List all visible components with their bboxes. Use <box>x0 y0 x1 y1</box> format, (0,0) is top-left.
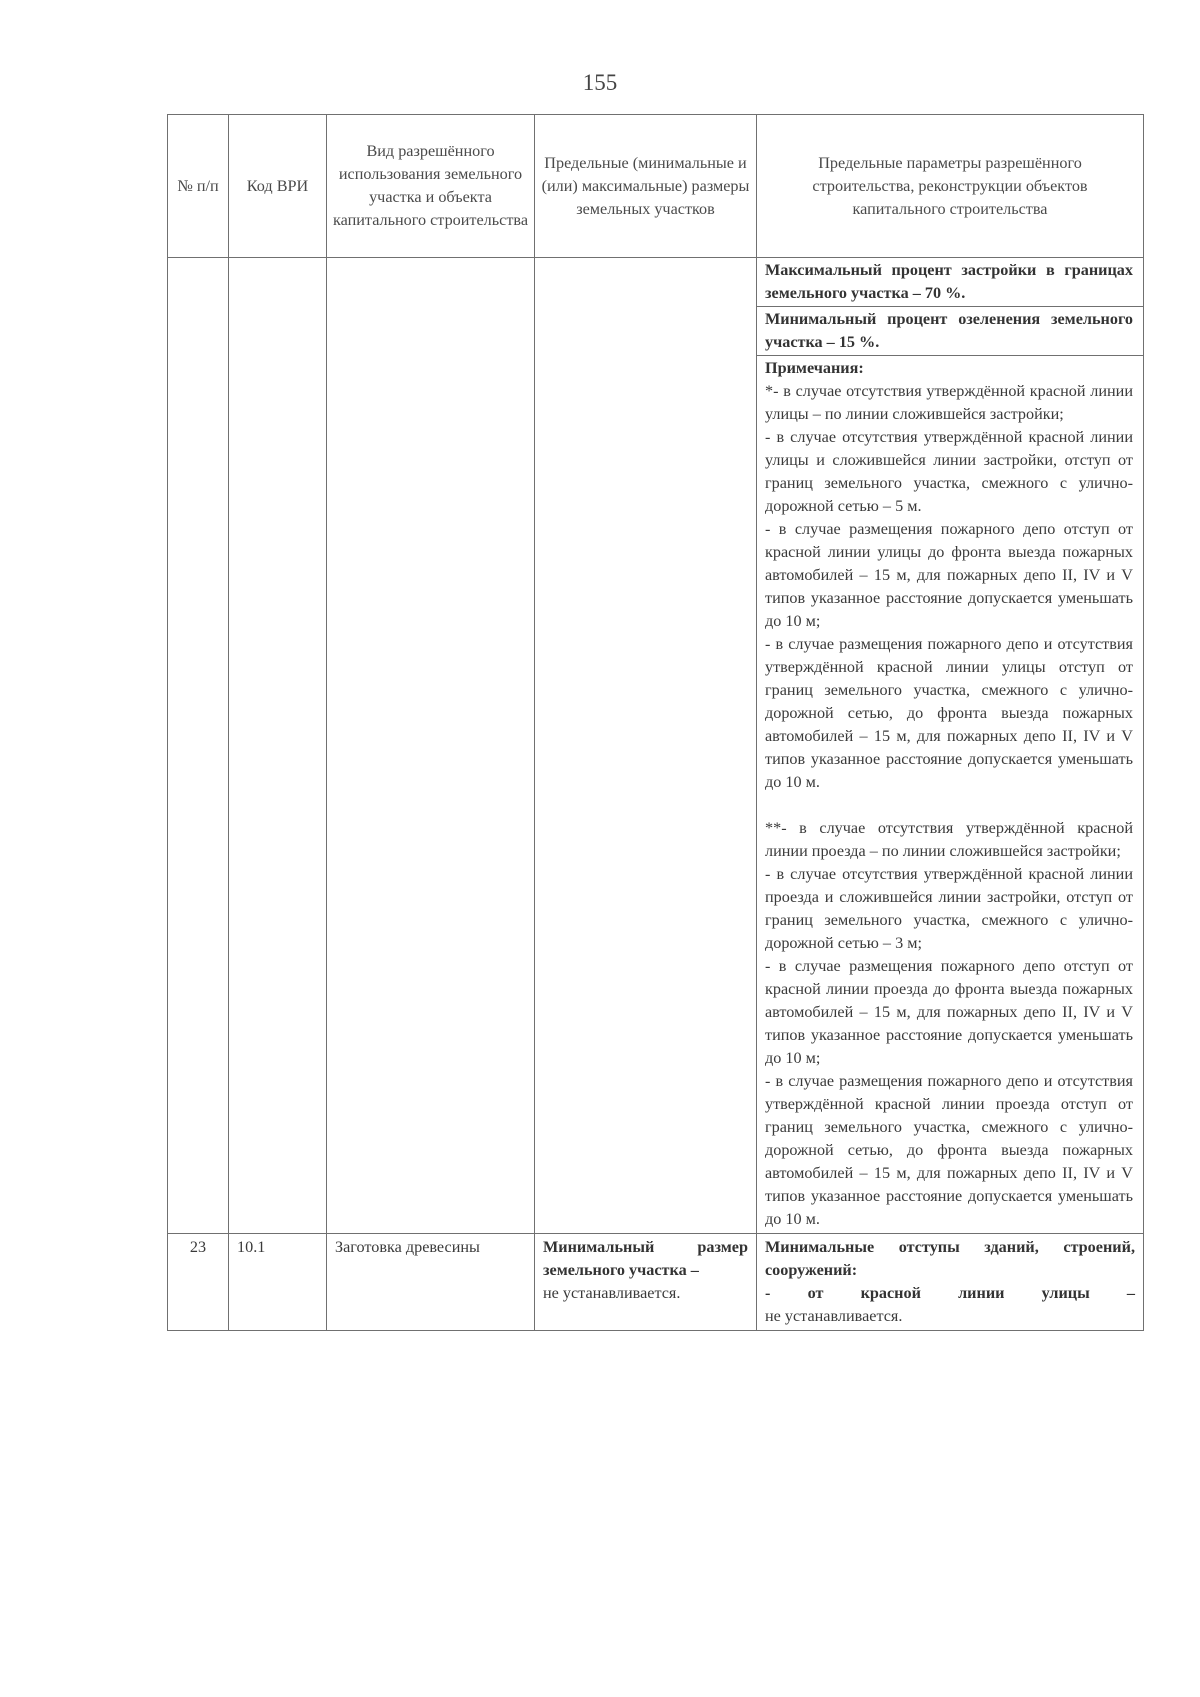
table-row <box>168 1234 1144 1331</box>
table-header-row <box>168 115 1144 258</box>
note-driveway-4: - в случае размещения пожарного депо и отсутствия утверждённой красной линии проезда отступ от границ земельного участка, смежного с улично-дорожной сетью, до фронта выезда пожарных автомобилей – 15 м, для пожарных депо II, IV и V типов указанное расстояние допускается уменьшать до 10 м. <box>765 1072 1133 1228</box>
page-number: 155 <box>582 70 618 95</box>
min-greening-text: Минимальный процент озеленения земельного участка – 15 %. <box>765 310 1133 351</box>
row-use: Заготовка древесины <box>335 1238 480 1256</box>
note-driveway-1: **- в случае отсутствия утверждённой красной линии проезда – по линии сложившейся застройки; <box>765 819 1133 860</box>
row-number-cell <box>168 1234 229 1331</box>
continuation-number-cell <box>168 258 229 1234</box>
notes-block <box>757 356 1143 1233</box>
note-driveway-2: - в случае отсутствия утверждённой красной линии проезда и сложившейся линии застройки, отступ от границ земельного участка, смежного с улично-дорожной сетью – 3 м; <box>765 865 1133 952</box>
continuation-use-cell <box>327 258 535 1234</box>
row-params-line: - от красной линии улицы – <box>765 1284 1135 1302</box>
continuation-code-cell <box>229 258 327 1234</box>
table-row <box>168 258 1144 307</box>
row-use-cell <box>327 1234 535 1331</box>
row-code: 10.1 <box>237 1238 266 1256</box>
row-size-value: не устанавливается. <box>543 1284 681 1302</box>
continuation-size-cell <box>535 258 757 1234</box>
row-params-label: Минимальные отступы зданий, строений, сооружений: <box>765 1238 1135 1279</box>
note-street-1: *- в случае отсутствия утверждённой красной линии улицы – по линии сложившейся застройки; <box>765 382 1133 423</box>
note-street-4: - в случае размещения пожарного депо и отсутствия утверждённой красной линии улицы отступ от границ земельного участка, смежного с улично-дорожной сетью, до фронта выезда пожарных автомобилей – 15 м, для пожарных депо II, IV и V типов указанное расстояние допускается уменьшать до 10 м. <box>765 635 1133 791</box>
row-code-cell <box>229 1234 327 1331</box>
note-driveway-3: - в случае размещения пожарного депо отступ от красной линии проезда до фронта выезда пожарных автомобилей – 15 м, для пожарных депо II, IV и V типов указанное расстояние допускается уменьшать до 10 м; <box>765 957 1133 1067</box>
min-greening-cell <box>757 307 1144 356</box>
notes-cell <box>757 356 1144 1234</box>
header-build-params: Предельные параметры разрешённого строительства, реконструкции объектов капитального строительства <box>757 115 1144 258</box>
header-code: Код ВРИ <box>229 115 327 258</box>
row-params-cell <box>757 1234 1144 1331</box>
row-size-label: Минимальный размер земельного участка – <box>543 1238 748 1279</box>
row-size-cell <box>535 1234 757 1331</box>
note-street-2: - в случае отсутствия утверждённой красной линии улицы и сложившейся линии застройки, отступ от границ земельного участка, смежного с улично-дорожной сетью – 5 м. <box>765 428 1133 515</box>
land-use-table <box>167 114 1144 1331</box>
max-coverage-text: Максимальный процент застройки в границах земельного участка – 70 %. <box>765 261 1133 302</box>
max-coverage-cell <box>757 258 1144 307</box>
header-use-type: Вид разрешённого использования земельного участка и объекта капитального строительства <box>327 115 535 258</box>
notes-title: Примечания: <box>765 359 864 377</box>
header-number: № п/п <box>168 115 229 258</box>
row-params-value: не устанавливается. <box>765 1307 903 1325</box>
header-plot-size: Предельные (минимальные и (или) максимальные) размеры земельных участков <box>535 115 757 258</box>
note-street-3: - в случае размещения пожарного депо отступ от красной линии улицы до фронта выезда пожарных автомобилей – 15 м, для пожарных депо II, IV и V типов указанное расстояние допускается уменьшать до 10 м; <box>765 520 1133 630</box>
row-number: 23 <box>189 1238 207 1256</box>
